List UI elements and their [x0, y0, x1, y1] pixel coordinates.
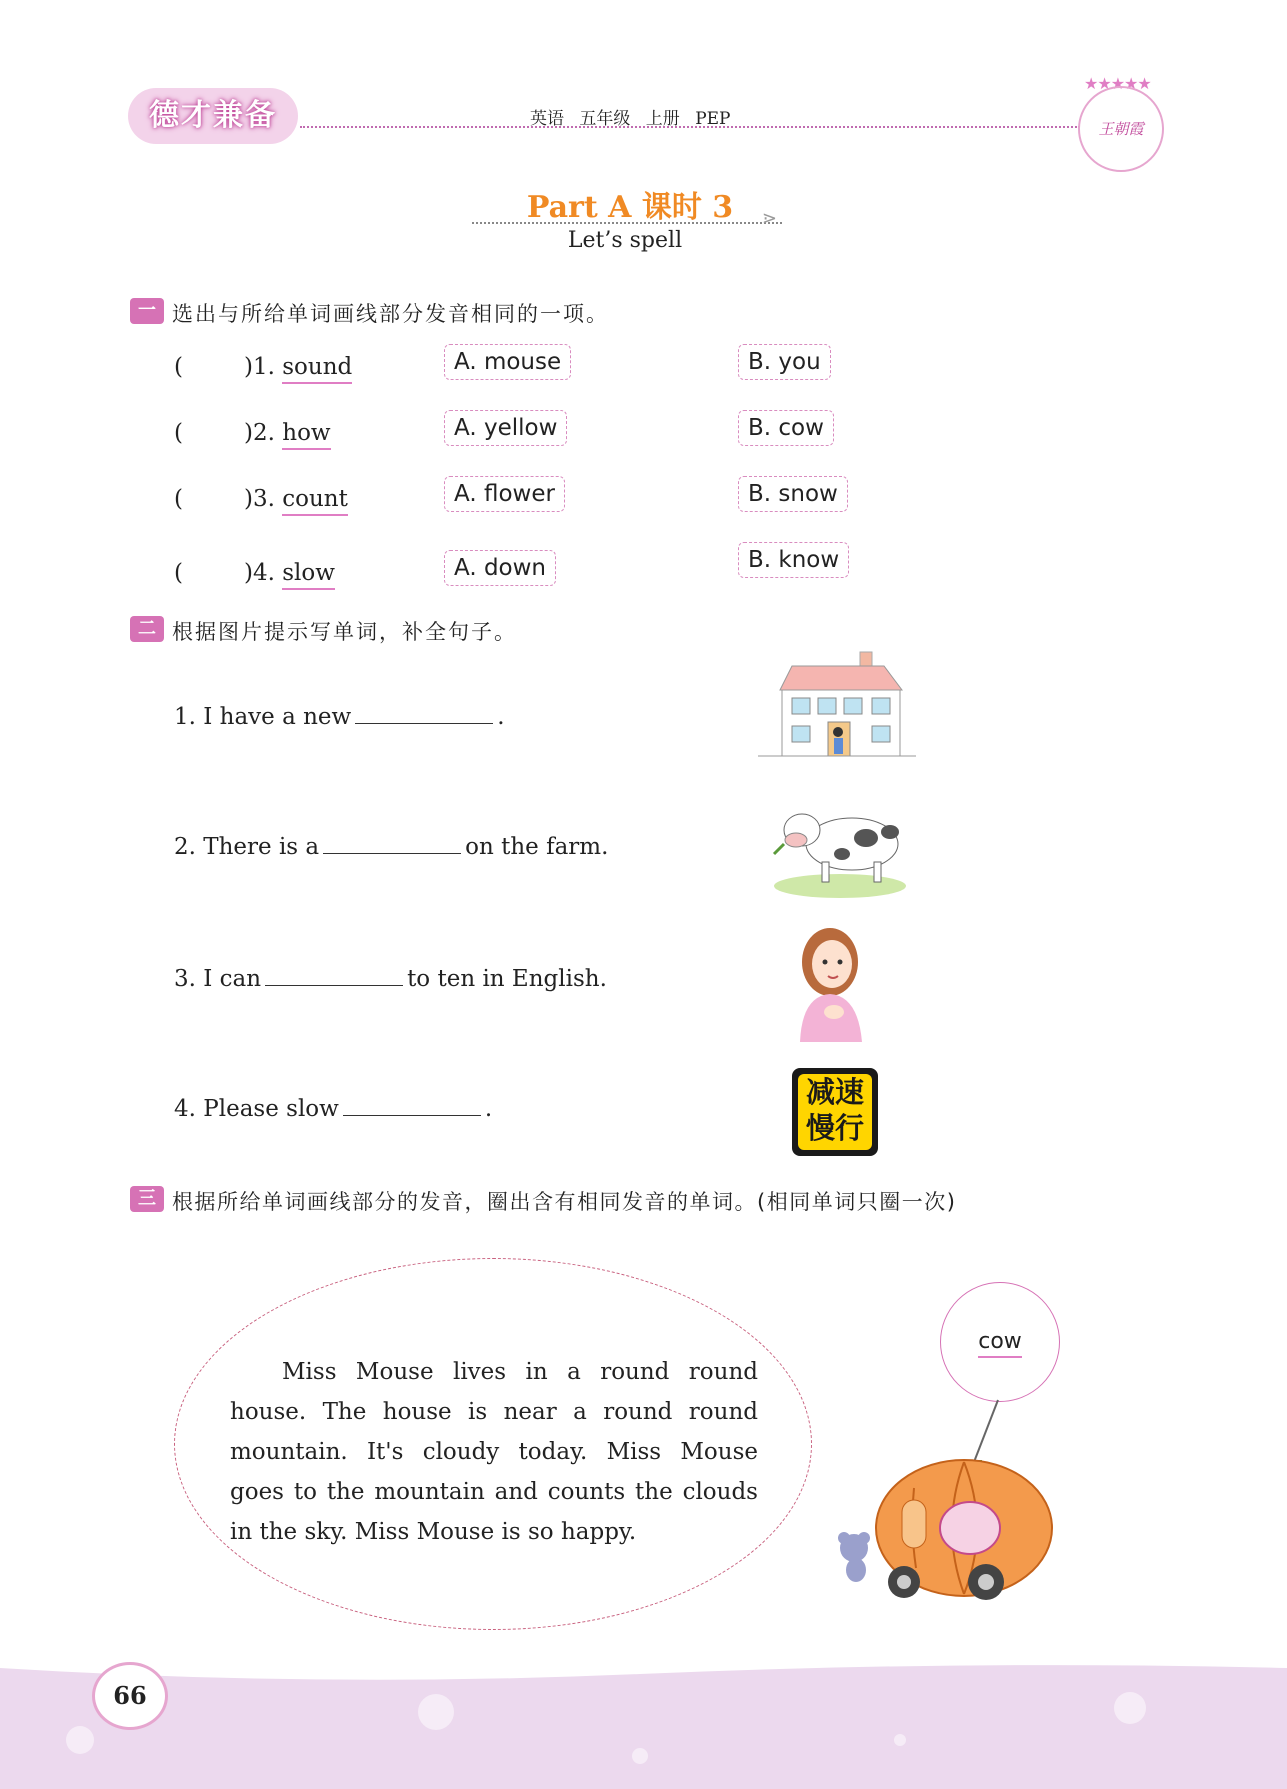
- footer-wave: [0, 1660, 1287, 1789]
- seal-logo: 王朝霞: [1078, 86, 1164, 172]
- stars-icon: ★★★★★: [1084, 74, 1151, 93]
- pumpkin-carriage-illustration: [830, 1398, 1060, 1618]
- answer-blank[interactable]: [323, 852, 461, 854]
- question-word: slow: [282, 560, 335, 590]
- cow-illustration: [770, 792, 910, 898]
- option-b[interactable]: B. know: [738, 542, 849, 578]
- section1-badge: 一: [130, 298, 164, 324]
- option-b[interactable]: B. you: [738, 344, 831, 380]
- balloon: [940, 1282, 1060, 1402]
- section3-badge: 三: [130, 1186, 164, 1212]
- header-meta: 英语 五年级 上册 PEP: [530, 109, 731, 129]
- section2-badge: 二: [130, 616, 164, 642]
- section3-instruction: 根据所给单词画线部分的发音，圈出含有相同发音的单词。(相同单词只圈一次): [172, 1190, 957, 1214]
- sign-line-1: 减速: [805, 1075, 864, 1109]
- question-word: sound: [282, 354, 352, 384]
- sentence-1: 1. I have a new .: [174, 704, 505, 730]
- fish-icon: ⋗: [762, 208, 778, 229]
- slow-sign: [792, 1068, 878, 1156]
- option-a[interactable]: A. mouse: [444, 344, 571, 380]
- option-a[interactable]: A. flower: [444, 476, 565, 512]
- sentence-2: 2. There is a on the farm.: [174, 834, 609, 860]
- sentence-4: 4. Please slow .: [174, 1096, 493, 1122]
- house-illustration: [752, 650, 922, 780]
- reading-passage[interactable]: Miss Mouse lives in a round round house. The house is near a round round mountain. It's cloudy today. Miss Mouse goes to the mountain and counts the clouds in the sky. Miss Mouse is so happy.: [230, 1359, 758, 1545]
- section1-instruction: 选出与所给单词画线部分发音相同的一项。: [172, 302, 609, 326]
- question-row: ( )3. count: [174, 486, 348, 512]
- option-b[interactable]: B. snow: [738, 476, 848, 512]
- section2-instruction: 根据图片提示写单词，补全句子。: [172, 620, 517, 644]
- sign-line-2: 慢行: [805, 1111, 864, 1145]
- question-row: ( )4. slow: [174, 560, 335, 586]
- option-b[interactable]: B. cow: [738, 410, 834, 446]
- title-divider: [472, 222, 782, 224]
- question-word: how: [282, 420, 330, 450]
- question-word: count: [282, 486, 348, 516]
- girl-illustration: [790, 924, 870, 1044]
- answer-blank[interactable]: [355, 722, 493, 724]
- option-a[interactable]: A. yellow: [444, 410, 567, 446]
- page-title: Part A 课时 3: [526, 190, 734, 225]
- question-row: ( )2. how: [174, 420, 331, 446]
- balloon-word: cow: [978, 1329, 1022, 1358]
- brand-logo: 德才兼备: [128, 88, 298, 144]
- option-a[interactable]: A. down: [444, 550, 556, 586]
- page-number: 66: [92, 1662, 168, 1730]
- sentence-3: 3. I can to ten in English.: [174, 966, 607, 992]
- answer-blank[interactable]: [265, 984, 403, 986]
- answer-blank[interactable]: [343, 1114, 481, 1116]
- question-row: ( )1. sound: [174, 354, 352, 380]
- page-subtitle: Let’s spell: [567, 228, 683, 253]
